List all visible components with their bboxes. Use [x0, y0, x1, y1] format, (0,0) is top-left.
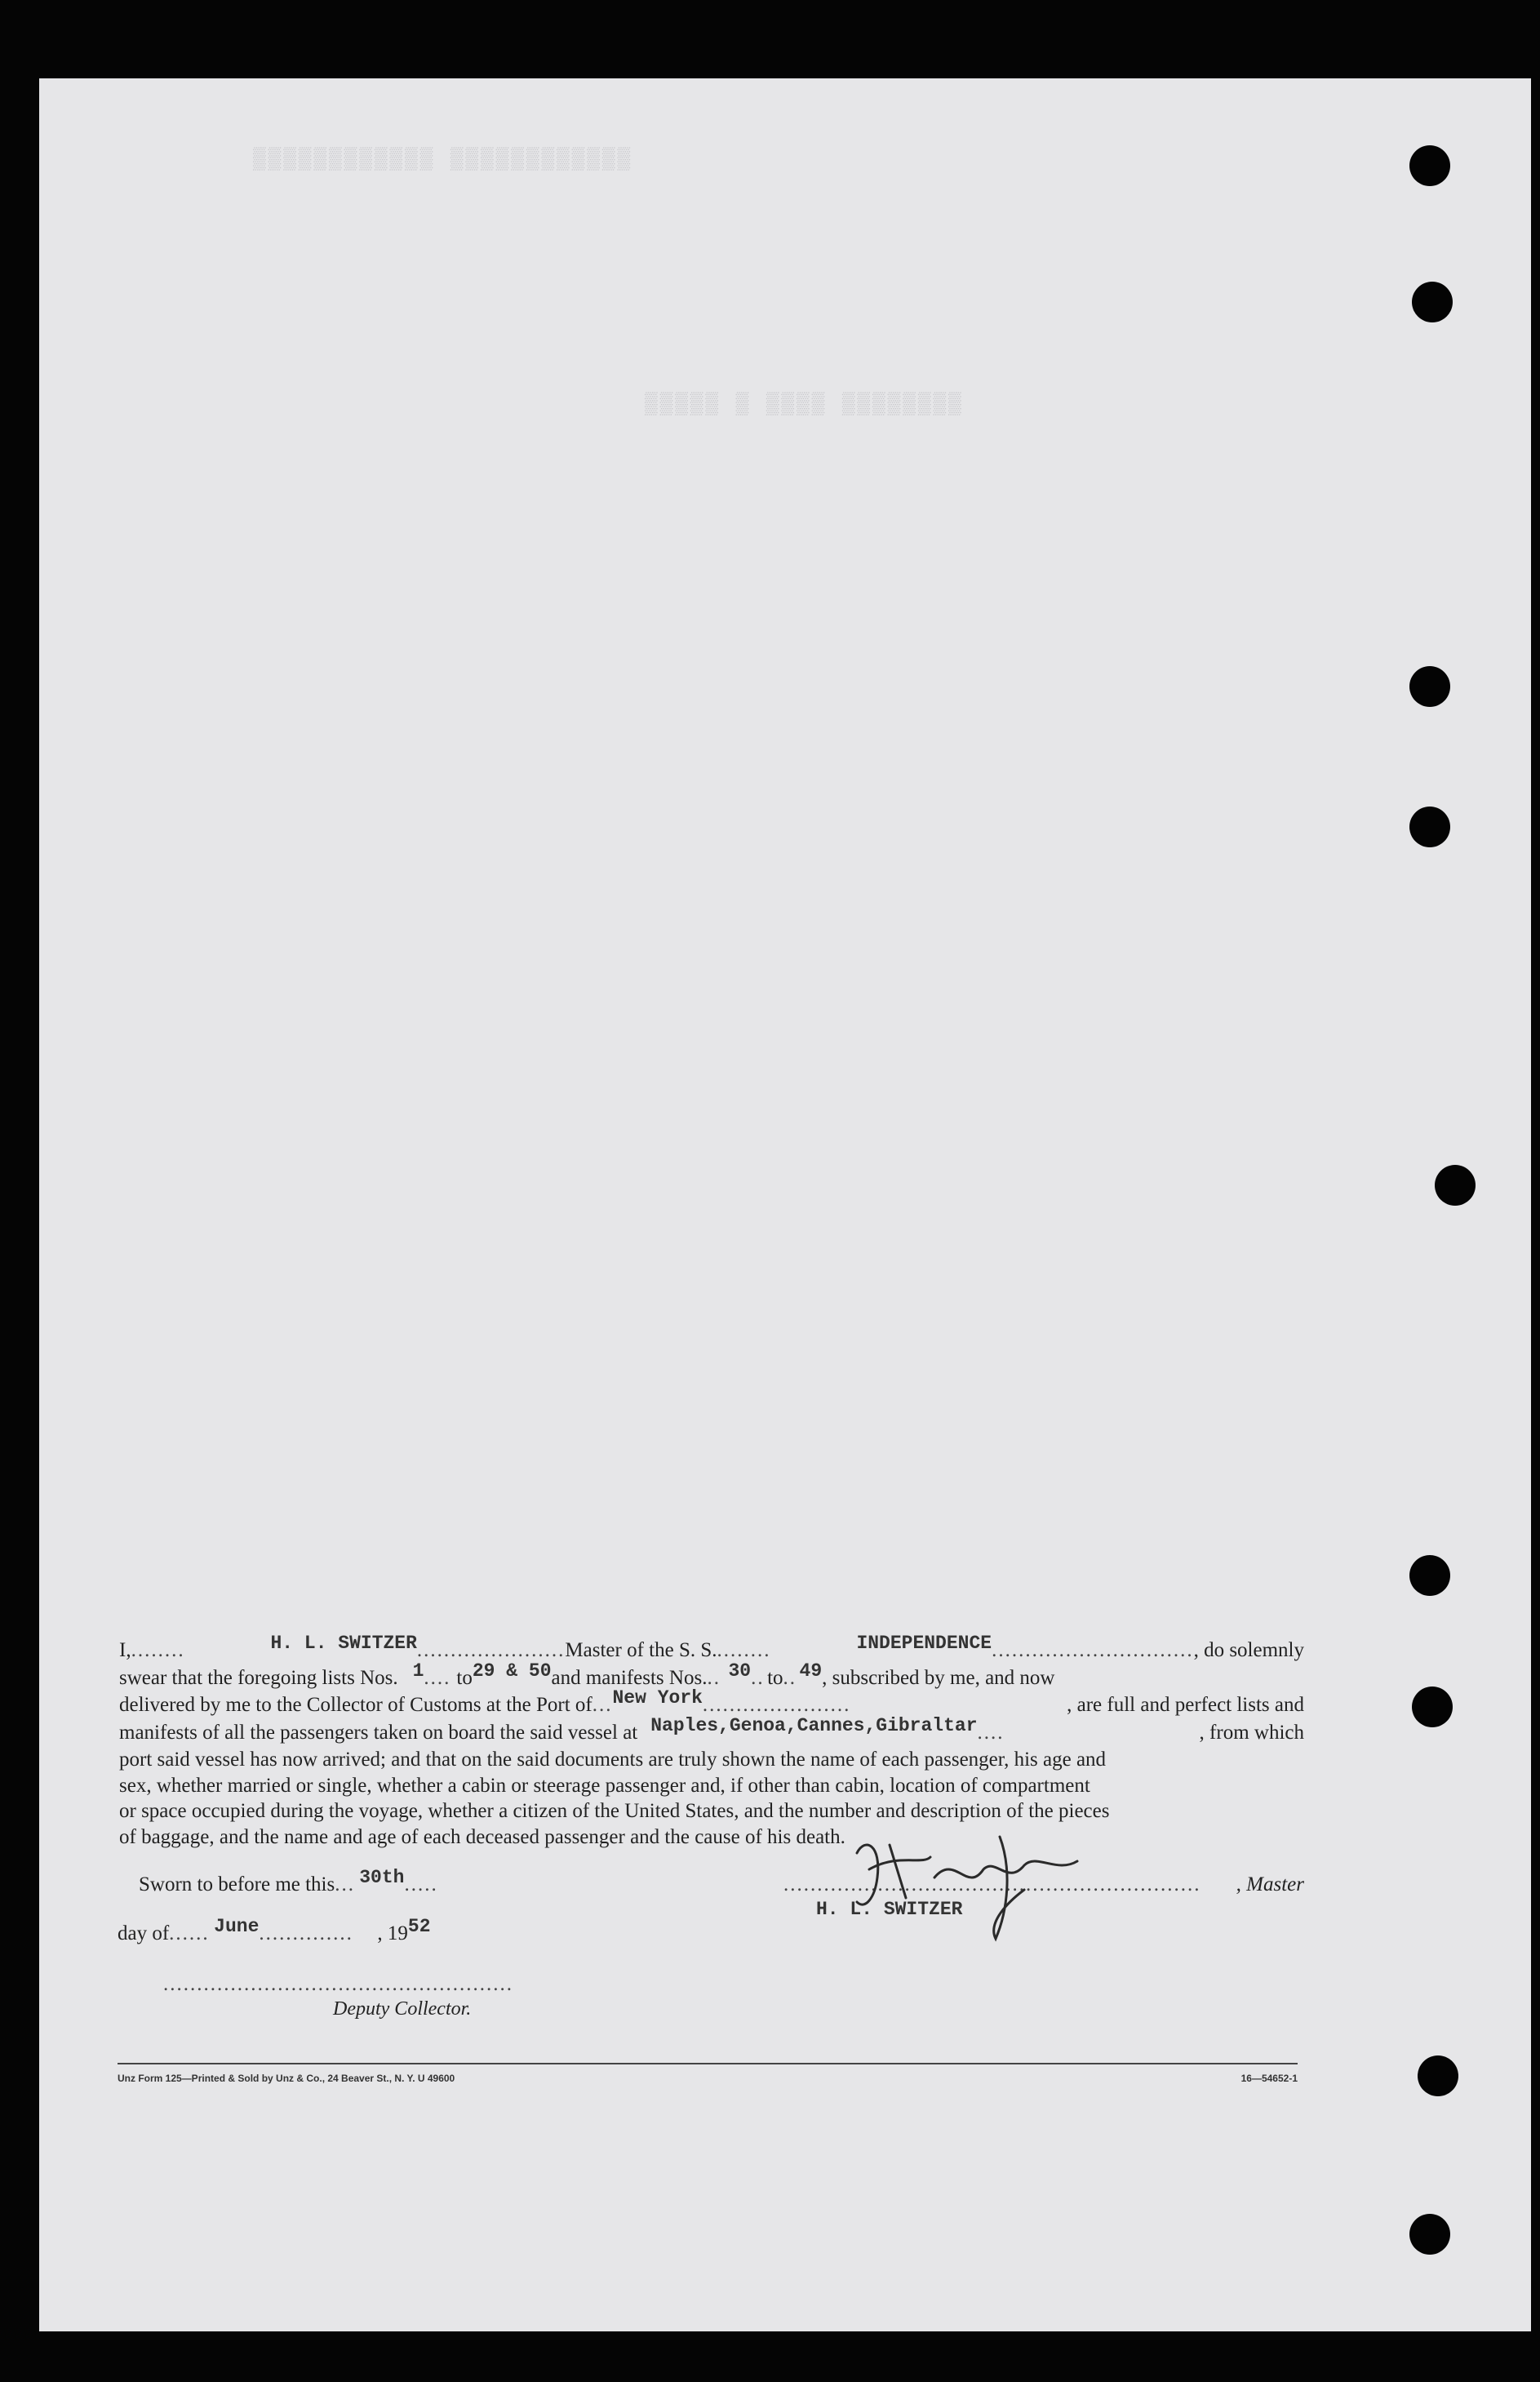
vessel-name-field: INDEPENDENCE	[856, 1633, 992, 1654]
bleed-through-text: ▒▒▒▒▒ ▒ ▒▒▒▒ ▒▒▒▒▒▒▒▒	[645, 392, 964, 416]
oath-from-which: , from which	[1199, 1721, 1304, 1744]
master-typed-name: H. L. SWITZER	[816, 1899, 963, 1920]
deputy-collector-label: Deputy Collector.	[333, 1998, 472, 2020]
sworn-label: Sworn to before me this	[139, 1873, 335, 1895]
oath-full-perfect: , are full and perfect lists and	[1067, 1694, 1304, 1716]
oath-line-6: sex, whether married or single, whether a cabin or steerage passenger and, if other than cabin, location of compartment	[119, 1774, 1090, 1797]
form-footer	[118, 2063, 1298, 2084]
binder-hole	[1409, 807, 1450, 847]
binder-hole	[1409, 145, 1450, 186]
bleed-through-text: ▒▒▒▒▒▒▒▒▒▒▒▒ ▒▒▒▒▒▒▒▒▒▒▒▒	[253, 147, 633, 171]
oath-paragraph: I, ........ H. L. SWITZER ...................... Master of the S. S. ........ INDEPENDENCE .............................. , do solemnly swear that the foregoing lists Nos. 1 .... to 29 & 50 and manifests Nos. .. 30 .. to .. 49 , subscribed by me, and now delivered by me to the Collector of Customs at the Port of ... New York ...................... , are full and perfect lists and manifests of all the passengers taken on board the said vessel at Naples,Genoa,Cannes,Gibraltar .... , from which port said vessel has now arrived; and that on the said documents are truly shown the name of each passenger, his age and sex, whether married or single, whether a cabin or steerage passenger and, if other than cabin, location of compartment or space occupied during the voyage, whether a citizen of the United States, and the number and description of the pieces of baggage, and the name and age of each deceased passenger and the cause of his death.	[119, 1638, 1304, 1850]
list-to-field: 29 & 50	[472, 1660, 552, 1682]
year-prefix: , 19	[377, 1922, 408, 1944]
oath-to-word-2: to	[767, 1666, 783, 1689]
oath-delivered: delivered by me to the Collector of Customs at the Port of	[119, 1694, 592, 1716]
day-of-line: day of ...... June .............. , 19 52	[118, 1916, 431, 1944]
ports-from-field: Naples,Genoa,Cannes,Gibraltar	[650, 1714, 978, 1736]
footer-form-number: 16—54652-1	[1240, 2073, 1298, 2084]
sworn-day-field: 30th	[359, 1867, 405, 1888]
oath-line-7: or space occupied during the voyage, whether a citizen of the United States, and the number and description of the pieces	[119, 1800, 1110, 1822]
oath-manifests-all: manifests of all the passengers taken on board the said vessel at	[119, 1721, 638, 1744]
oath-i-prefix: I,	[119, 1639, 131, 1661]
binder-hole	[1418, 2055, 1458, 2096]
master-signature-line: .............................................................. , Master	[783, 1873, 1304, 1895]
binder-hole	[1435, 1165, 1476, 1206]
oath-master-of-ss: Master of the S. S.	[565, 1639, 717, 1661]
binder-hole	[1409, 1555, 1450, 1596]
binder-hole	[1412, 282, 1453, 322]
sworn-year-field: 52	[407, 1916, 431, 1937]
oath-to-word: to	[456, 1666, 473, 1689]
manifest-from-field: 30	[728, 1660, 752, 1682]
oath-line-8: of baggage, and the name and age of each deceased passenger and the cause of his death.	[119, 1825, 845, 1848]
master-name-field: H. L. SWITZER	[270, 1633, 417, 1654]
binder-hole	[1409, 2214, 1450, 2255]
binder-hole	[1412, 1687, 1453, 1727]
manifest-to-field: 49	[799, 1660, 823, 1682]
oath-subscribed: , subscribed by me, and now	[822, 1666, 1055, 1689]
day-of-label: day of	[118, 1922, 170, 1944]
deputy-signature-line: ....................................................	[163, 1973, 513, 1995]
oath-and-manifests: and manifests Nos.	[551, 1666, 708, 1689]
oath-line-5: port said vessel has now arrived; and that on the said documents are truly shown the name of each passenger, his age and	[119, 1749, 1107, 1771]
oath-do-solemnly: , do solemnly	[1193, 1639, 1304, 1661]
list-from-field: 1	[412, 1660, 424, 1682]
port-field: New York	[612, 1687, 703, 1709]
oath-swear-lists: swear that the foregoing lists Nos.	[119, 1666, 398, 1689]
master-label: , Master	[1236, 1873, 1304, 1895]
footer-printer: Unz Form 125—Printed & Sold by Unz & Co., 24 Beaver St., N. Y. U 49600	[118, 2073, 455, 2084]
handwritten-signature	[832, 1820, 1126, 1951]
sworn-month-field: June	[214, 1916, 260, 1937]
binder-hole	[1409, 666, 1450, 707]
sworn-line: Sworn to before me this ... 30th .....	[139, 1867, 438, 1895]
